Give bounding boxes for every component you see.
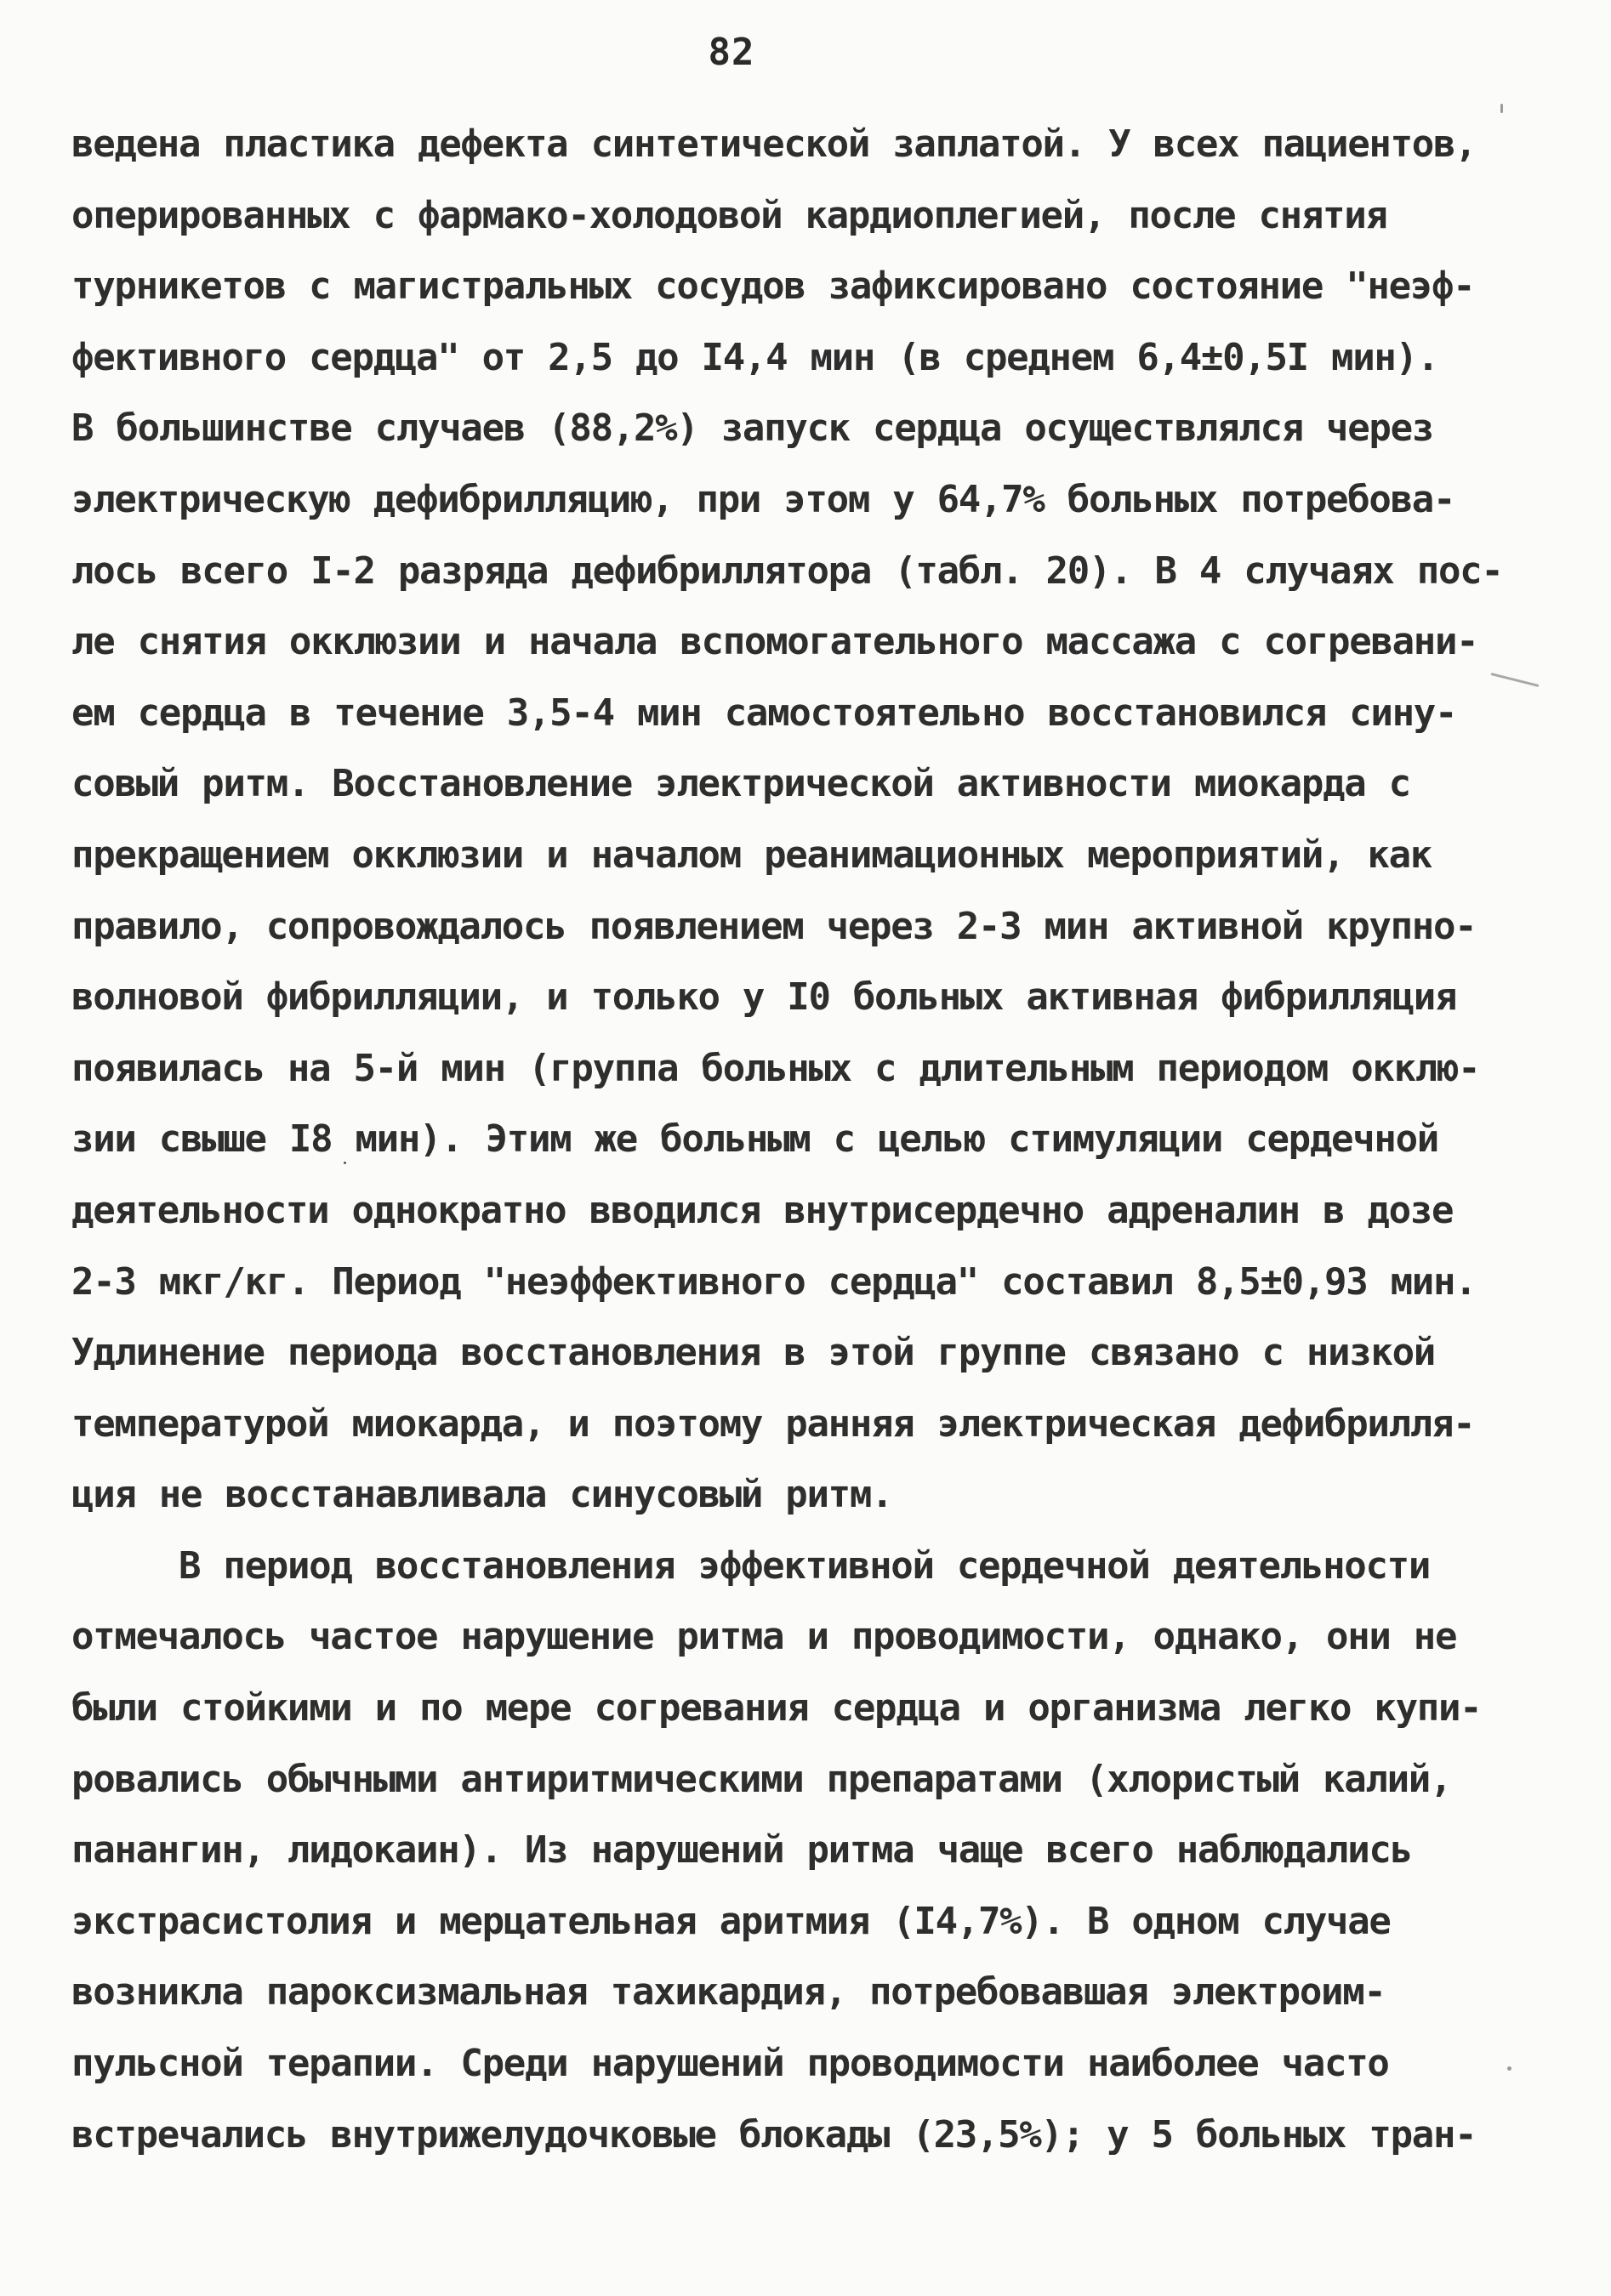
text-line: ем сердца в течение 3,5-4 мин самостоятельно восстановился сину-: [71, 691, 1457, 735]
text-line: волновой фибрилляции, и только у I0 больных активная фибрилляция: [71, 975, 1457, 1020]
text-line: 2-3 мкг/кг. Период "неэффективного сердца" составил 8,5±0,93 мин.: [71, 1259, 1477, 1304]
text-line: были стойкими и по мере согревания сердца и организма легко купи-: [71, 1686, 1482, 1731]
text-line: температурой миокарда, и поэтому ранняя электрическая дефибрилля-: [71, 1401, 1475, 1446]
scan-speck: [344, 1162, 346, 1164]
text-line: отмечалось частое нарушение ритма и проводимости, однако, они не: [71, 1615, 1457, 1659]
text-line: встречались внутрижелудочковые блокады (23,5%); у 5 больных тран-: [71, 2112, 1477, 2157]
text-line: ровались обычными антиритмическими препаратами (хлористый калий,: [71, 1757, 1452, 1801]
paragraph-first-line: В период восстановления эффективной сердечной деятельности: [179, 1543, 1431, 1588]
text-line: деятельности однократно вводился внутрисердечно адреналин в дозе: [71, 1188, 1454, 1232]
scan-speck: [1507, 2066, 1511, 2071]
text-line: лось всего I-2 разряда дефибриллятора (табл. 20). В 4 случаях пос-: [71, 548, 1503, 593]
text-line: экстрасистолия и мерцательная аритмия (I4,7%). В одном случае: [71, 1899, 1391, 1943]
text-line: оперированных с фармако-холодовой кардиоплегией, после снятия: [71, 193, 1387, 237]
text-line: ведена пластика дефекта синтетической заплатой. У всех пациентов,: [71, 122, 1477, 166]
scan-speck: [1500, 104, 1503, 113]
text-line: электрическую дефибрилляцию, при этом у 64,7% больных потребова-: [71, 477, 1455, 521]
text-line: появилась на 5-й мин (группа больных с длительным периодом окклю-: [71, 1046, 1480, 1090]
text-line: ция не восстанавливала синусовый ритм.: [71, 1473, 893, 1517]
text-line: прекращением окклюзии и началом реанимационных мероприятий, как: [71, 833, 1432, 877]
text-line: возникла пароксизмальная тахикардия, потребовавшая электроим-: [71, 1970, 1386, 2015]
text-line: Удлинение периода восстановления в этой группе связано с низкой: [71, 1331, 1435, 1375]
text-line: турникетов с магистральных сосудов зафиксировано состояние "неэф-: [71, 264, 1475, 309]
text-line: ле снятия окклюзии и начала вспомогательного массажа с согревани-: [71, 620, 1478, 664]
text-line: пульсной терапии. Среди нарушений проводимости наиболее часто: [71, 2042, 1389, 2086]
text-line: правило, сопровождалось появлением через 2-3 мин активной крупно-: [71, 904, 1477, 948]
text-line: панангин, лидокаин). Из нарушений ритма чаще всего наблюдались: [71, 1828, 1412, 1873]
text-line: совый ритм. Восстановление электрической активности миокарда с: [71, 762, 1410, 806]
body-text: [71, 109, 1517, 2170]
text-line: фективного сердца" от 2,5 до I4,4 мин (в среднем 6,4±0,5I мин).: [71, 335, 1438, 379]
text-line: В большинстве случаев (88,2%) запуск сердца осуществлялся через: [71, 406, 1433, 451]
page-number: 82: [708, 31, 755, 74]
text-line: зии свыше I8 мин). Этим же больным с целью стимуляции сердечной: [71, 1117, 1438, 1162]
